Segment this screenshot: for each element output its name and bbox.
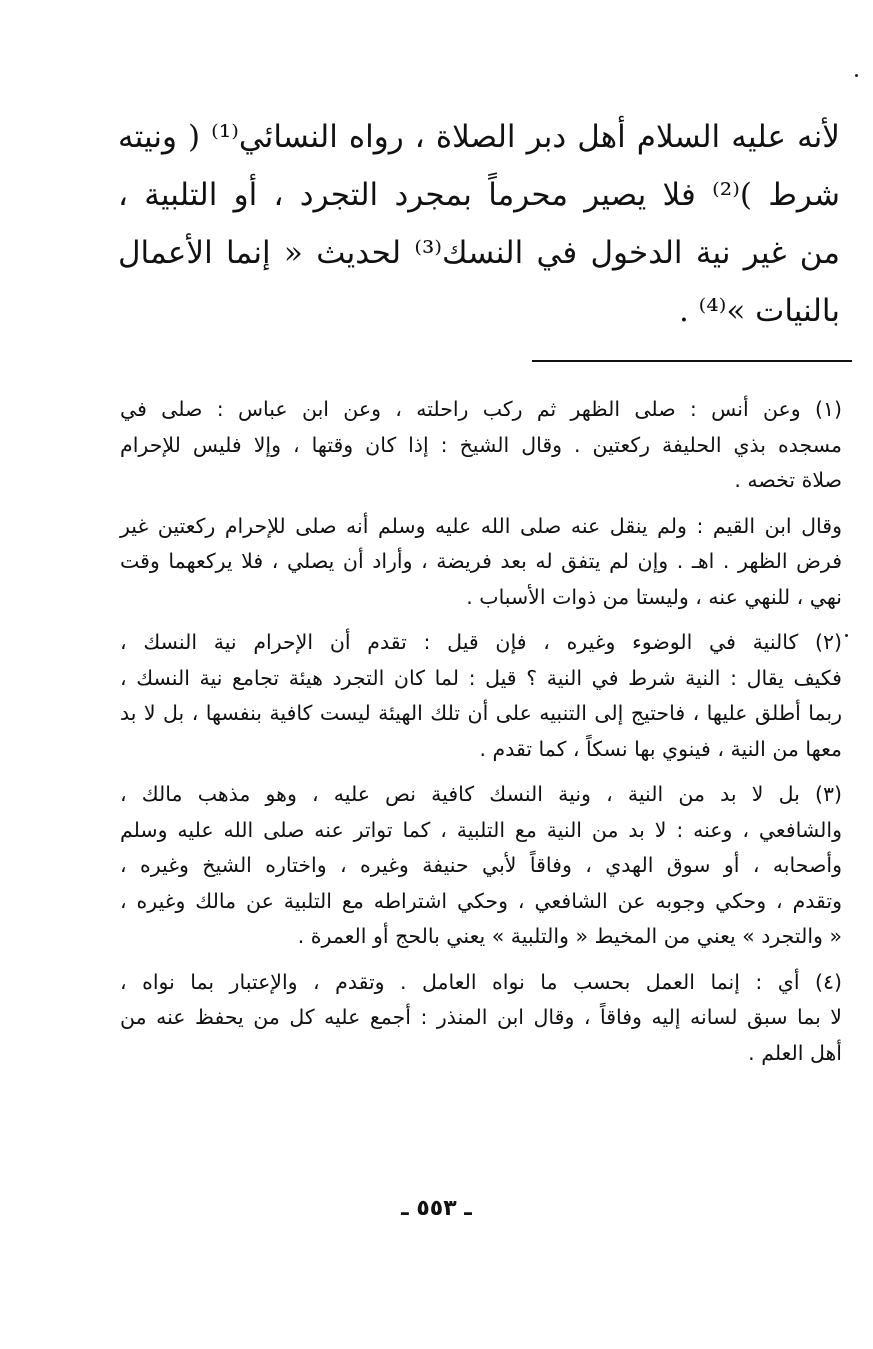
footnote-line: فكيف يقال : النية شرط في النية ؟ قيل : لما كان التجرد هيئة تجامع نية النسك ، <box>120 665 842 690</box>
footnote-line: نهي ، للنهي عنه ، وليستا من ذوات الأسباب . <box>466 584 842 609</box>
footnote-line: (٤) أي : إنما العمل بحسب ما نواه العامل . وتقدم ، والإعتبار بما نواه ، <box>120 969 842 994</box>
footnotes <box>120 392 842 1081</box>
page-number: ـ ٥٥٣ ـ <box>401 1196 472 1221</box>
footnote-line: (٢) كالنية في الوضوء وغيره ، فإن قيل : تقدم أن الإحرام نية النسك ، <box>120 630 842 654</box>
page-speck-middle <box>845 634 848 637</box>
footnote-line: وقال ابن القيم : ولم ينقل عنه صلى الله عليه وسلم أنه صلى للإحرام ركعتين غير <box>120 513 842 538</box>
page-speck-top <box>855 74 858 77</box>
main-text-line: بالنيات »⁽⁴⁾ . <box>678 293 840 329</box>
main-text-line: لأنه عليه السلام أهل دبر الصلاة ، رواه النسائي⁽¹⁾ ( ونيته <box>118 119 840 155</box>
footnote-line: مسجده بذي الحليفة ركعتين . وقال الشيخ : إذا كان وقتها ، وإلا فليس للإحرام <box>120 432 842 457</box>
footnote-line: صلاة تخصه . <box>734 468 842 492</box>
footnote-line: ربما أطلق عليها ، فاحتيج إلى التنبيه على أن تلك الهيئة ليست كافية بنفسها ، بل لا بد <box>120 701 842 725</box>
footnote-2 <box>120 625 842 767</box>
footnote-line: لا بما سبق لسانه إليه وفاقاً ، وقال ابن المنذر : أجمع عليه كل من يحفظ عنه من <box>120 1005 842 1029</box>
footnote-line: فرض الظهر . اهـ . وإن لم يتفق له بعد فريضة ، وأراد أن يصلي ، فلا يركعهما وقت <box>120 549 842 573</box>
main-text <box>118 108 840 340</box>
main-text-line: من غير نية الدخول في النسك⁽³⁾ لحديث « إنما الأعمال <box>118 235 840 271</box>
footnote-line: « والتجرد » يعني من المخيط « والتلبية » يعني بالحج أو العمرة . <box>297 924 842 948</box>
footnote-4 <box>120 965 842 1072</box>
footnote-line: أهل العلم . <box>748 1040 842 1065</box>
footnote-line: معها من النية ، فينوي بها نسكاً ، كما تقدم . <box>479 736 842 761</box>
footnote-line: وتقدم ، وحكي وجوبه عن الشافعي ، وحكي اشتراطه مع التلبية عن مالك وغيره ، <box>120 888 842 913</box>
footnote-line: والشافعي ، وعنه : لا بد من النية مع التلبية ، كما تواتر عنه صلى الله عليه وسلم <box>120 817 842 842</box>
footnote-3 <box>120 777 842 955</box>
footnote-line: (٣) بل لا بد من النية ، ونية النسك كافية نص عليه ، وهو مذهب مالك ، <box>120 782 842 806</box>
footnote-line: (١) وعن أنس : صلى الظهر ثم ركب راحلته ، وعن ابن عباس : صلى في <box>120 397 842 421</box>
main-text-line: شرط )⁽²⁾ فلا يصير محرماً بمجرد التجرد ، أو التلبية ، <box>118 177 840 213</box>
footnote-divider <box>532 360 852 362</box>
footnote-1 <box>120 392 842 499</box>
footnote-line: وأصحابه ، أو سوق الهدي ، وفاقاً لأبي حنيفة وغيره ، واختاره الشيخ وغيره ، <box>120 853 842 877</box>
footnote-1-continued <box>120 509 842 616</box>
